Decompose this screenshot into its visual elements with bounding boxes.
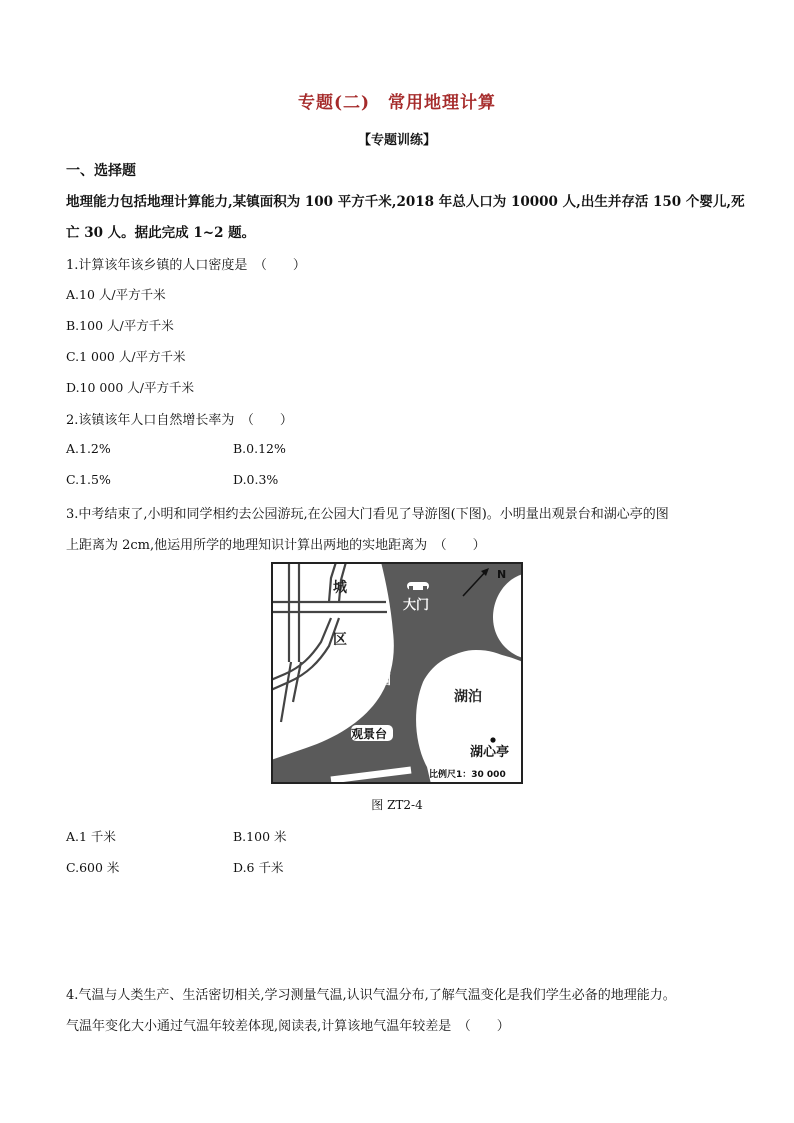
intro-line-2: 亡 30 人。据此完成 1~2 题。 — [66, 225, 256, 241]
lake-area — [416, 651, 523, 784]
question-1-stem: 1.计算该年该乡镇的人口密度是 （ ） — [66, 258, 306, 273]
label-lake-pavilion: 湖心亭 — [470, 745, 510, 760]
q1-option-d: D.10 000 人/平方千米 — [66, 380, 194, 395]
lake-pavilion-point — [490, 737, 495, 742]
label-qu: 区 — [333, 632, 347, 648]
q1-option-a: A.10 人/平方千米 — [66, 287, 166, 302]
question-2-stem: 2.该镇该年人口自然增长率为 （ ） — [66, 413, 293, 428]
question-4-stem-line-2: 气温年变化大小通过气温年较差体现,阅读表,计算该地气温年较差是 （ ） — [66, 1019, 510, 1034]
section-heading: 一、选择题 — [66, 163, 136, 179]
question-4-stem-line-1: 4.气温与人类生产、生活密切相关,学习测量气温,认识气温分布,了解气温变化是我们学生必备的地理能力。 — [66, 988, 676, 1003]
q3-option-b: B.100 米 — [233, 829, 287, 844]
label-gate: 大门 — [403, 598, 430, 613]
q2-option-d: D.0.3% — [233, 472, 279, 487]
park-guide-map — [271, 562, 523, 784]
intro-line-1: 地理能力包括地理计算能力,某镇面积为 100 平方千米,2018 年总人口为 10000 人,出生并存活 150 个婴儿,死 — [66, 194, 745, 210]
q1-option-c: C.1 000 人/平方千米 — [66, 349, 186, 364]
label-park: 公园 — [365, 673, 392, 688]
q2-option-a: A.1.2% — [66, 441, 111, 456]
q2-option-c: C.1.5% — [66, 472, 111, 487]
q1-option-b: B.100 人/平方千米 — [66, 318, 174, 333]
section-subtitle: 【专题训练】 — [357, 133, 436, 148]
question-3-stem-line-1: 3.中考结束了,小明和同学相约去公园游玩,在公园大门看见了导游图(下图)。小明量出观景台和湖心亭的图 — [66, 507, 669, 522]
q3-option-a: A.1 千米 — [66, 829, 116, 844]
q3-option-c: C.600 米 — [66, 860, 120, 875]
label-lake: 湖泊 — [454, 689, 482, 705]
question-3-stem-line-2: 上距离为 2cm,他运用所学的地理知识计算出两地的实地距离为 （ ） — [66, 538, 486, 553]
q3-option-d: D.6 千米 — [233, 860, 284, 875]
map-scale: 比例尺1：30 000 — [429, 770, 506, 780]
figure-caption: 图 ZT2-4 — [371, 798, 423, 812]
page-title: 专题(二) 常用地理计算 — [297, 93, 497, 113]
q2-option-b: B.0.12% — [233, 441, 286, 456]
label-north: N — [497, 568, 507, 581]
label-cheng: 城 — [333, 580, 347, 596]
label-viewing-platform: 观景台 — [351, 727, 388, 741]
